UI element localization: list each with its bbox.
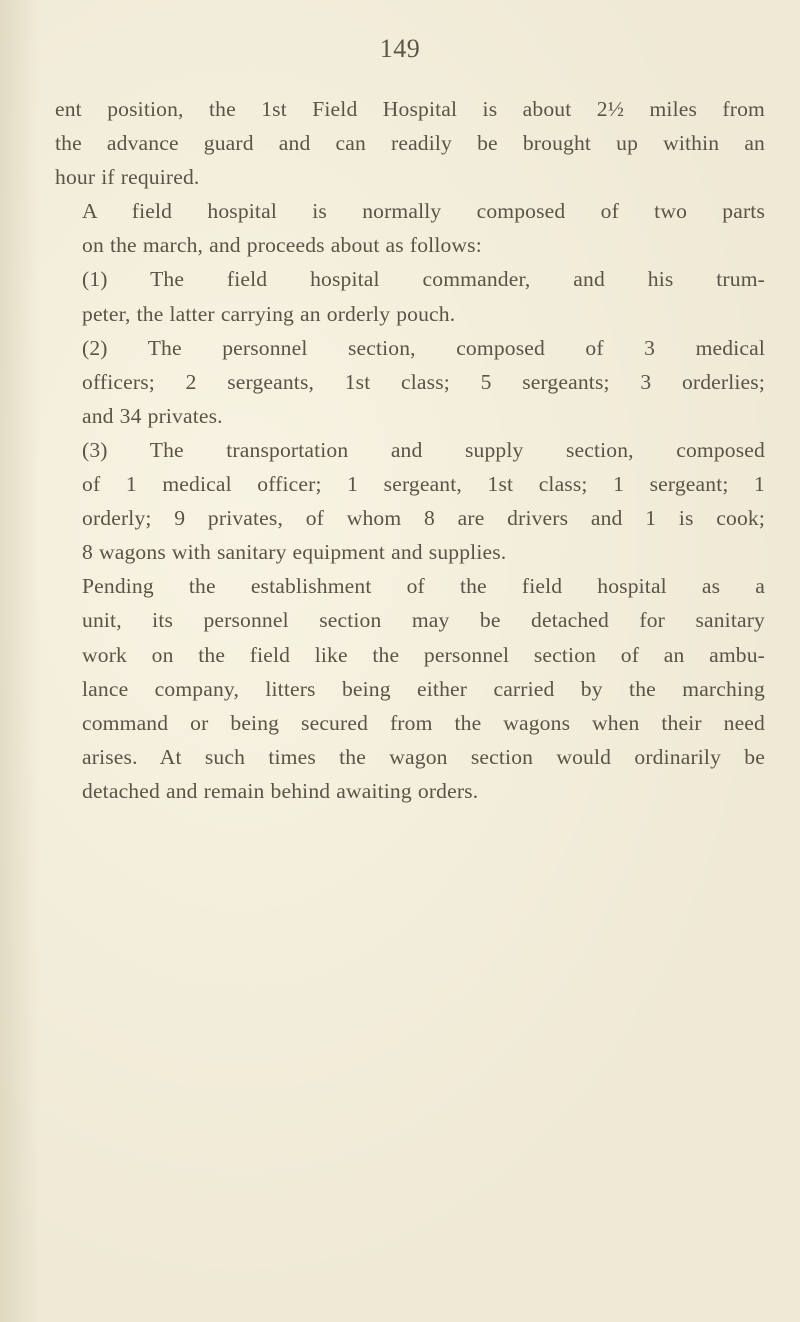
text-line: work on the field like the personnel section of an ambu- <box>82 642 765 667</box>
text-line: command or being secured from the wagons when their need <box>82 710 765 735</box>
text-line: A field hospital is normally composed of two parts <box>82 199 765 224</box>
text-line: hour if required. <box>55 165 200 190</box>
text-line: (3) The transportation and supply section, composed <box>82 437 765 462</box>
text-line: arises. At such times the wagon section would ordinarily be <box>82 744 765 769</box>
text-line: ent position, the 1st Field Hospital is about 2½ miles from <box>55 97 765 121</box>
text-line: the advance guard and can readily be brought up within an <box>55 131 765 156</box>
text-line: lance company, litters being either carried by the marching <box>82 676 765 701</box>
text-line: detached and remain behind awaiting orders. <box>82 778 479 803</box>
page-number: 149 <box>379 34 421 63</box>
text-line: orderly; 9 privates, of whom 8 are drivers and 1 is cook; <box>82 506 765 531</box>
text-line: (2) The personnel section, composed of 3 medical <box>82 335 765 360</box>
text-line: Pending the establishment of the field hospital as a <box>82 574 765 599</box>
text-line: peter, the latter carrying an orderly pouch. <box>82 301 456 326</box>
text-line: (1) The field hospital commander, and his trum- <box>82 267 765 292</box>
text-line: and 34 privates. <box>82 403 223 428</box>
text-line: officers; 2 sergeants, 1st class; 5 sergeants; 3 orderlies; <box>82 369 765 394</box>
text-line: 8 wagons with sanitary equipment and supplies. <box>82 540 507 565</box>
paragraph-continuation <box>55 92 765 194</box>
paragraph-item-3 <box>55 433 765 569</box>
paragraph-item-2 <box>55 331 765 433</box>
paragraph-pending-establishment <box>55 569 765 808</box>
paragraph-item-1 <box>55 262 765 330</box>
text-line: unit, its personnel section may be detached for sanitary <box>82 608 765 633</box>
body-text <box>55 92 765 808</box>
text-line: on the march, and proceeds about as follows: <box>82 233 482 258</box>
text-line: of 1 medical officer; 1 sergeant, 1st class; 1 sergeant; 1 <box>82 472 765 497</box>
paragraph-field-hospital-composition <box>55 194 765 262</box>
